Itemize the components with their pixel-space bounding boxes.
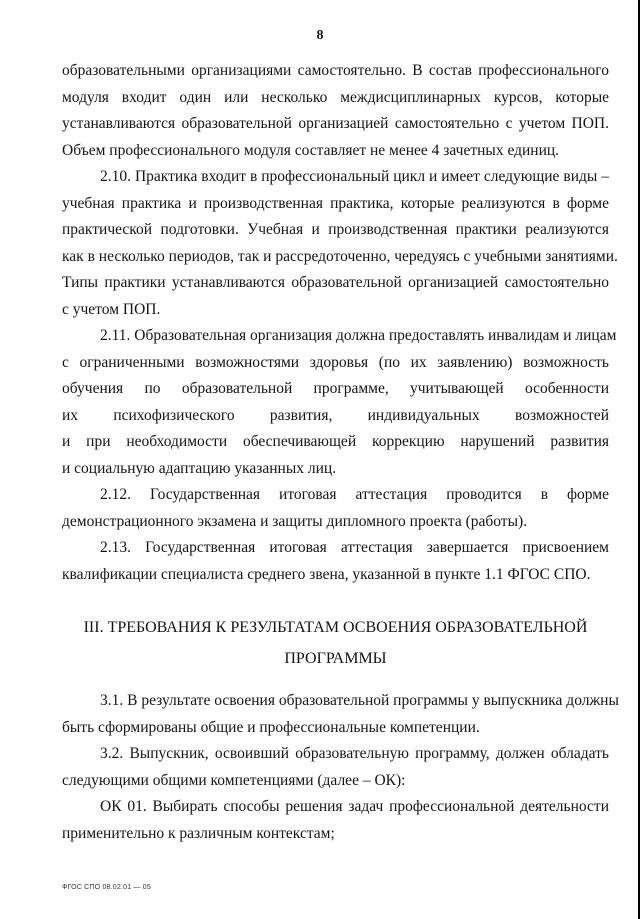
paragraph-2-10 (62, 164, 618, 323)
heading-line: ПРОГРАММЫ (284, 650, 387, 667)
text-line: с ограниченными возможностями здоровья (по их заявлению) возможность (62, 353, 609, 371)
text-line: 2.11. Образовательная организация должна предоставлять инвалидам и лицам (100, 327, 617, 344)
text-line: 2.12. Государственная итоговая аттестация проводится в форме (100, 486, 609, 503)
text-line: 2.13. Государственная итоговая аттестация завершается присвоением (100, 539, 609, 556)
text-line: быть сформированы общие и профессиональные компетенции. (62, 718, 480, 736)
body-text-top (62, 58, 618, 588)
paragraph-2-13 (62, 535, 609, 588)
paragraph-2-12 (62, 482, 609, 535)
text-line: их психофизического развития, индивидуальных возможностей (62, 406, 609, 424)
text-line: как в несколько периодов, так и рассредоточенно, чередуясь с учебными занятиями. (62, 247, 618, 265)
paragraph-continuation (62, 58, 609, 164)
text-line: применительно к различным контекстам; (62, 824, 335, 842)
paragraph-3-1 (62, 688, 619, 741)
heading-line: III. ТРЕБОВАНИЯ К РЕЗУЛЬТАТАМ ОСВОЕНИЯ ОБРАЗОВАТЕЛЬНОЙ (83, 619, 588, 636)
footer-code: ФГОС СПО 08.02.01 — 05 (62, 884, 151, 891)
text-line: и социальную адаптацию указанных лиц. (62, 459, 337, 477)
text-line: практической подготовки. Учебная и производственная практики реализуются (62, 221, 609, 238)
paragraph-ok-01 (62, 794, 609, 847)
text-line: и при необходимости обеспечивающей коррекцию нарушений развития (62, 433, 609, 450)
text-line: 3.1. В результате освоения образовательной программы у выпускника должны (100, 692, 619, 709)
text-line: Типы практики устанавливаются образовательной организацией самостоятельно (62, 274, 609, 291)
text-line: 3.2. Выпускник, освоивший образовательную программу, должен обладать (100, 745, 609, 762)
text-line: следующими общими компетенциями (далее – ОК): (62, 771, 406, 789)
text-line: с учетом ПОП. (62, 300, 161, 318)
paragraph-2-11 (62, 323, 617, 482)
text-line: Объем профессионального модуля составляет не менее 4 зачетных единиц. (62, 141, 560, 159)
text-line: образовательными организациями самостоятельно. В состав профессионального (62, 62, 609, 79)
section-heading (62, 612, 609, 674)
text-line: устанавливаются образовательной организацией самостоятельно с учетом ПОП. (62, 115, 609, 132)
text-line: квалификации специалиста среднего звена, указанной в пункте 1.1 ФГОС СПО. (62, 565, 591, 583)
page-number: 8 (316, 28, 324, 43)
text-line: обучения по образовательной программе, учитывающей особенности (62, 380, 609, 397)
text-line: модуля входит один или несколько междисциплинарных курсов, которые (62, 88, 609, 106)
paragraph-3-2 (62, 741, 609, 794)
body-text-bottom (62, 688, 619, 847)
text-line: ОК 01. Выбирать способы решения задач профессиональной деятельности (100, 798, 609, 815)
text-line: 2.10. Практика входит в профессиональный цикл и имеет следующие виды – (100, 168, 609, 185)
text-line: демонстрационного экзамена и защиты дипломного проекта (работы). (62, 512, 528, 530)
text-line: учебная практика и производственная практика, которые реализуются в форме (62, 194, 609, 212)
